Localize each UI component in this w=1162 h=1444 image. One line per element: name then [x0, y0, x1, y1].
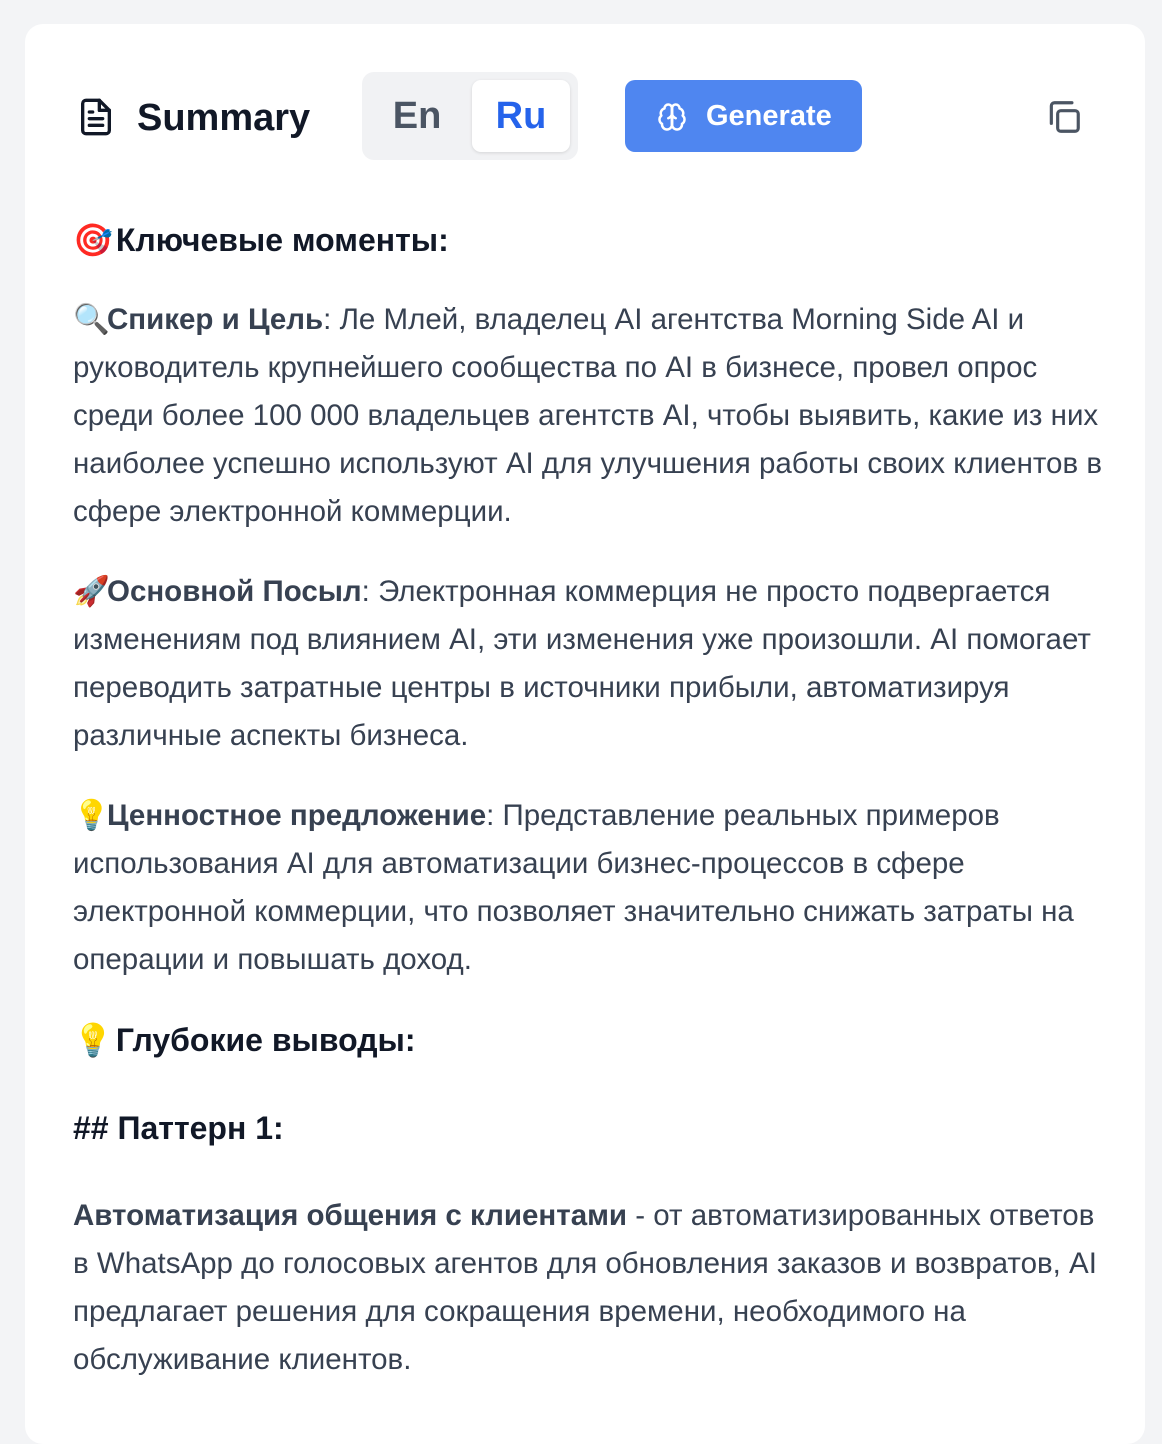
generate-label: Generate: [706, 100, 832, 132]
summary-header: [25, 24, 1145, 214]
item-text: : Ле Млей, владелец AI агентства Morning Side AI и руководитель крупнейшего сообщества по AI в бизнесе, провел опрос среди более 100 000 владельцев агентств AI, чтобы выявить, какие из них наиболее успешно используют AI для улучшения работы своих клиентов в сфере электронной коммерции.: [73, 303, 1102, 528]
copy-icon[interactable]: [1045, 98, 1083, 136]
lightbulb-icon: 💡: [73, 1022, 113, 1058]
lightbulb-icon: 💡: [73, 799, 110, 832]
item-text: : Электронная коммерция не просто подвергается изменениям под влиянием AI, эти изменения уже произошли. AI помогает переводить затратные центры в источники прибыли, автоматизируя различные аспекты бизнеса.: [73, 575, 1091, 752]
pattern-text: - от автоматизированных ответов в WhatsApp до голосовых агентов для обновления заказов и возвратов, AI предлагает решения для сокращения времени, необходимого на обслуживание клиентов.: [73, 1199, 1097, 1376]
brain-icon: [657, 102, 687, 132]
rocket-icon: 🚀: [73, 575, 110, 608]
pattern-heading: ## Паттерн 1:: [73, 1110, 284, 1146]
summary-card: [25, 24, 1145, 1444]
target-icon: 🎯: [73, 222, 113, 258]
item-label: Ценностное предложение: [107, 799, 487, 832]
item-label: Спикер и Цель: [107, 303, 324, 336]
deep-insights-heading: [73, 1016, 1113, 1064]
language-en-button[interactable]: En: [392, 95, 442, 137]
item-label: Основной Посыл: [107, 575, 362, 608]
magnifier-icon: 🔍: [73, 303, 110, 336]
key-points-title: Ключевые моменты:: [115, 222, 449, 258]
summary-content: [73, 212, 1113, 1416]
key-points-heading: [73, 216, 1113, 264]
pattern-paragraph: [73, 1192, 1113, 1384]
summary-item-value: [73, 792, 1113, 984]
summary-item-main-message: [73, 568, 1113, 760]
language-ru-button[interactable]: Ru: [472, 80, 570, 152]
deep-insights-title: Глубокие выводы:: [115, 1022, 416, 1058]
summary-title: Summary: [137, 97, 311, 139]
item-text: : Представление реальных примеров использования AI для автоматизации бизнес-процессов в сфере электронной коммерции, что позволяет значительно снижать затраты на операции и повышать доход.: [73, 799, 1074, 976]
pattern-label: Автоматизация общения с клиентами: [73, 1199, 628, 1232]
summary-item-speaker: [73, 296, 1113, 536]
document-icon: [76, 95, 116, 139]
language-toggle: [362, 72, 578, 160]
generate-button[interactable]: [625, 80, 862, 152]
